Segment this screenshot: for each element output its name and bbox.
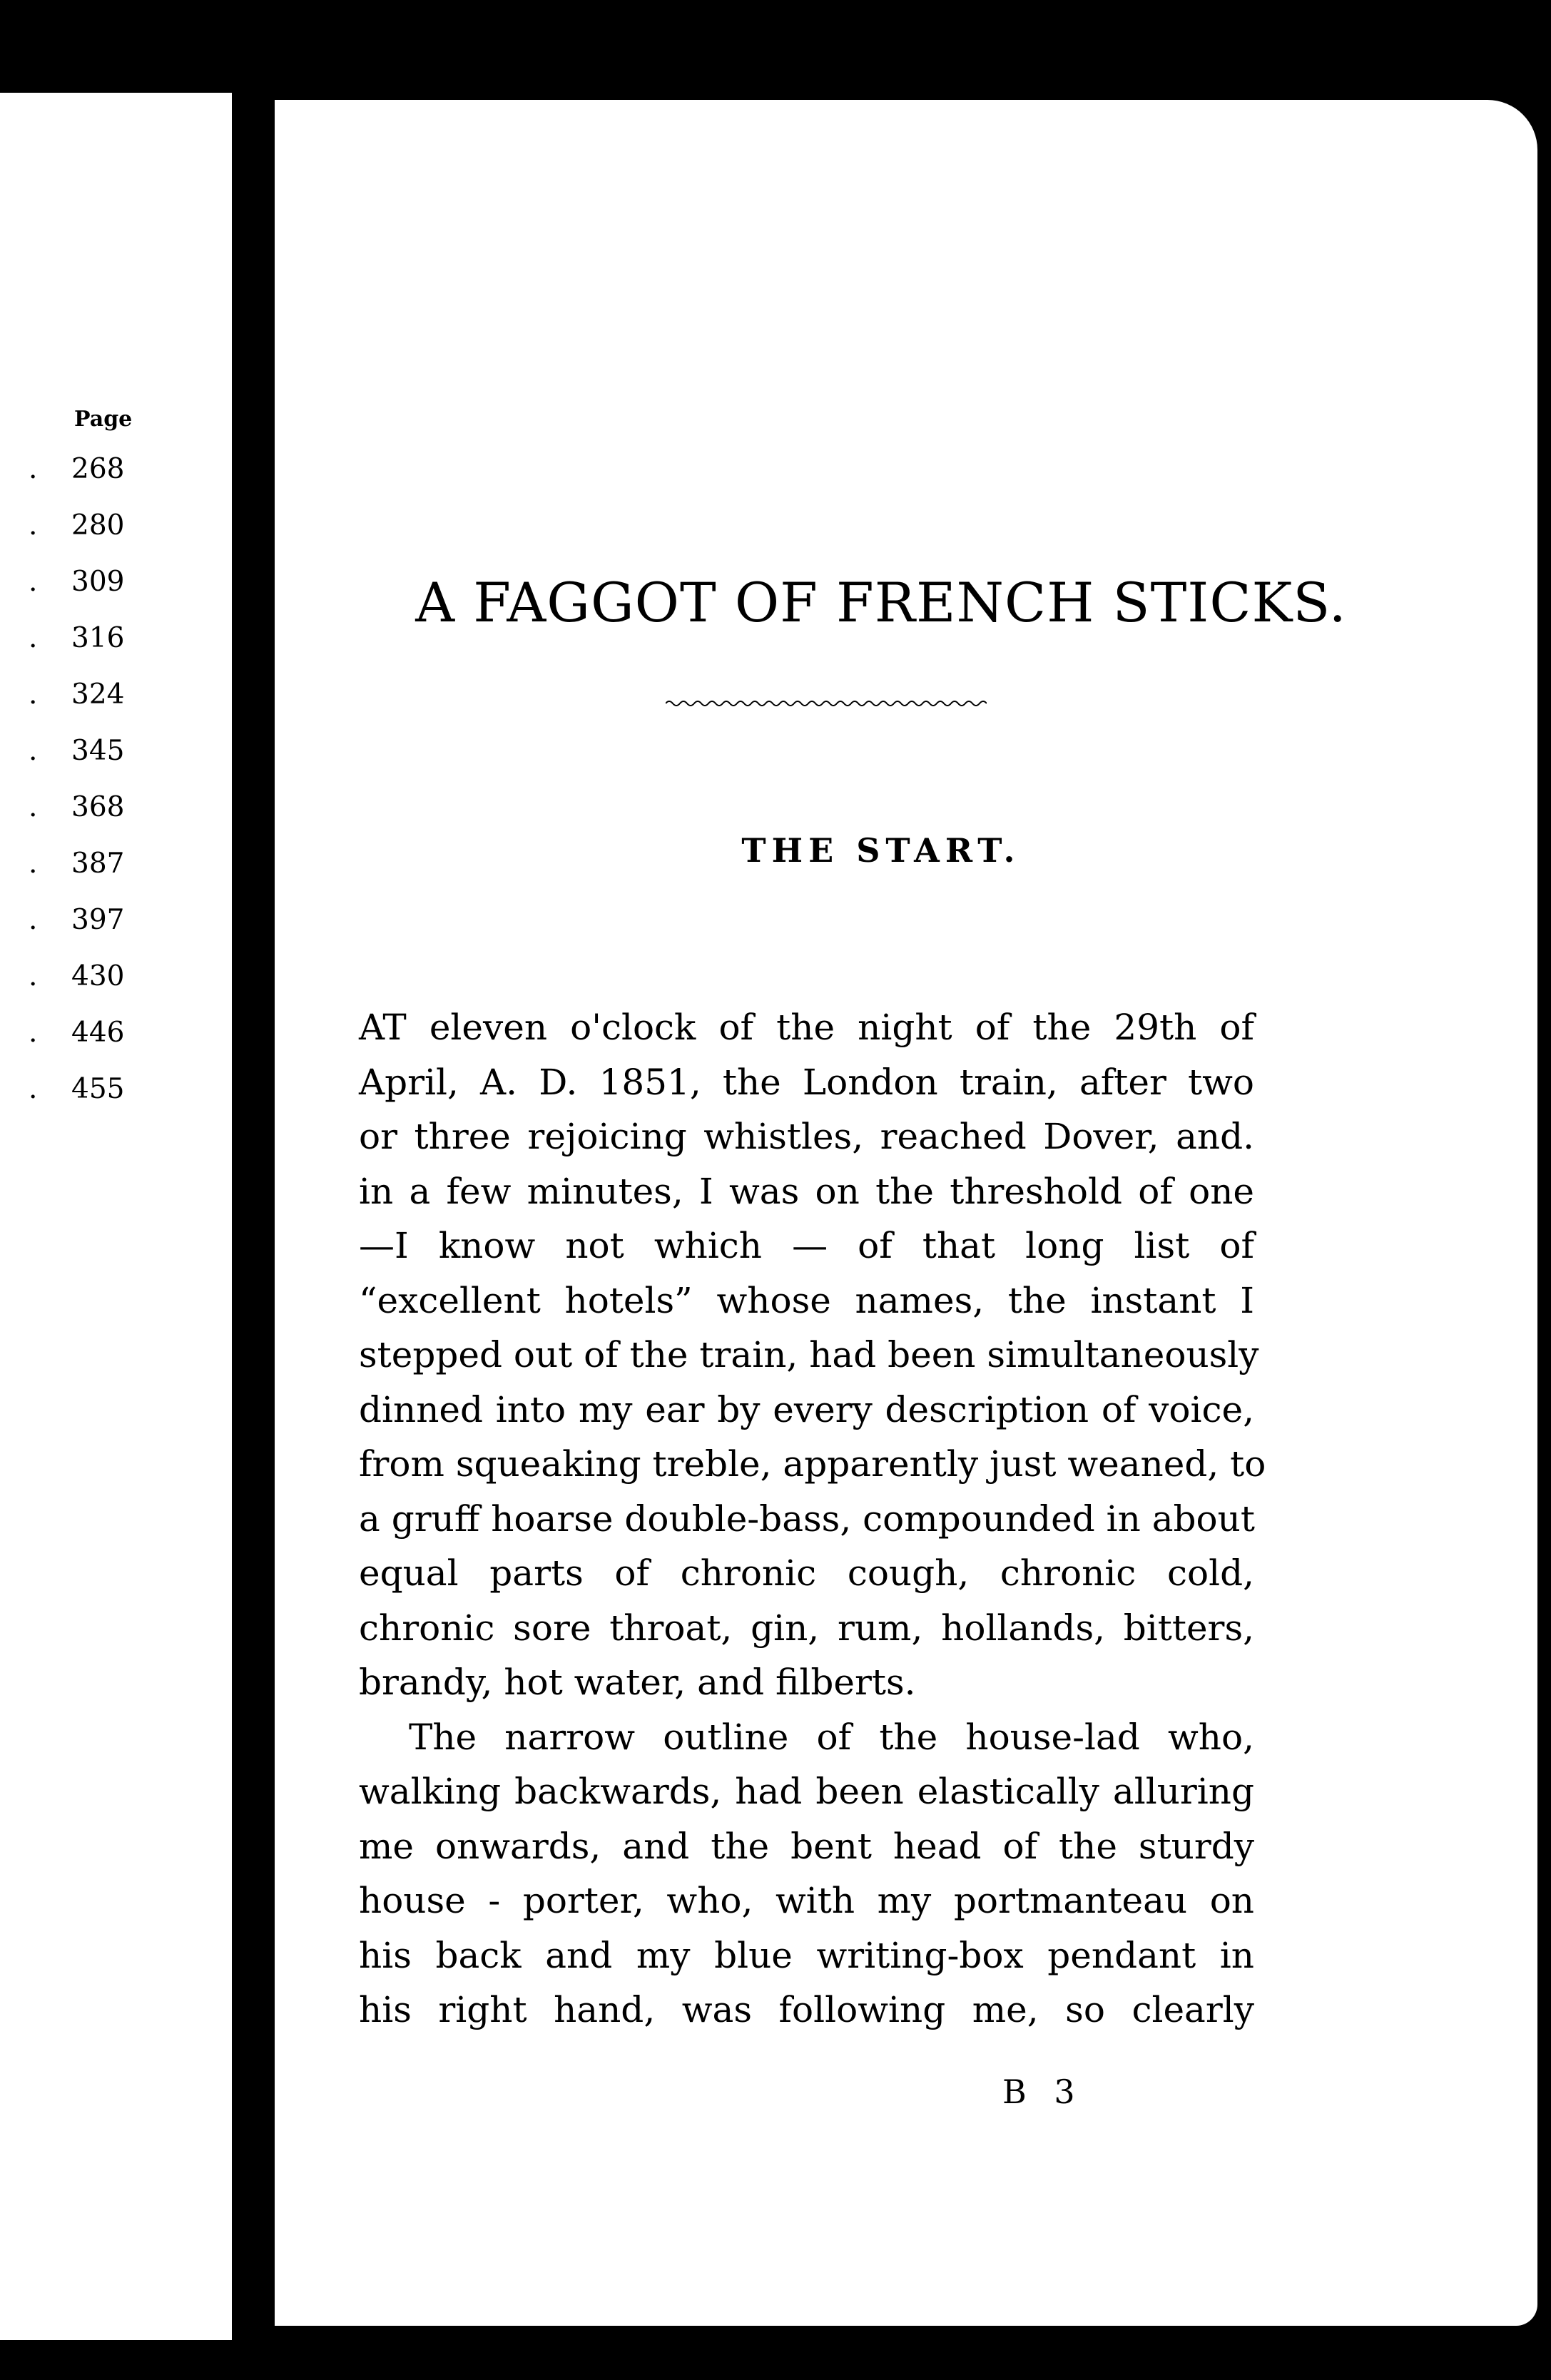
page-number-item: . 387	[29, 848, 125, 880]
text-line: equal parts of chronic cough, chronic cold,	[359, 1552, 1254, 1594]
text-line: his back and my blue writing-box pendant in	[359, 1934, 1254, 1976]
page-number-item: . 368	[29, 791, 125, 823]
decorative-rule	[666, 699, 987, 708]
page-number-item: . 455	[29, 1073, 125, 1105]
text-line: chronic sore throat, gin, rum, hollands, bitters,	[359, 1607, 1254, 1649]
page-number-item: . 316	[29, 622, 125, 654]
book-page	[275, 100, 1537, 2326]
text-line: or three rejoicing whistles, reached Dover, and.	[359, 1116, 1254, 1157]
text-line: “excellent hotels” whose names, the instant I	[359, 1279, 1254, 1321]
paragraph	[359, 1000, 1266, 1710]
page-number-item: . 268	[29, 453, 125, 485]
page-number-item: . 280	[29, 509, 125, 541]
text-line: from squeaking treble, apparently just weaned, to	[359, 1443, 1266, 1485]
page-number-item: . 397	[29, 904, 125, 936]
text-line: —I know not which — of that long list of	[359, 1225, 1254, 1266]
paragraph	[359, 1710, 1254, 2038]
page-number-list	[29, 453, 124, 1129]
text-line: house - porter, who, with my portmanteau on	[359, 1880, 1254, 1921]
previous-page-fragment	[0, 93, 232, 2340]
page-number-item: . 430	[29, 960, 125, 992]
page-number-item: . 345	[29, 735, 125, 767]
text-line: The narrow outline of the house-lad who,	[409, 1716, 1254, 1758]
text-line: in a few minutes, I was on the threshold of one	[359, 1170, 1254, 1212]
page-column-heading: Page	[74, 407, 133, 432]
body-text	[359, 1000, 1266, 2038]
text-line: stepped out of the train, had been simultaneously	[359, 1334, 1259, 1375]
text-line: a gruff hoarse double-bass, compounded in about	[359, 1497, 1255, 1540]
signature-mark: B 3	[1002, 2073, 1084, 2111]
text-line: AT eleven o'clock of the night of the 29th of	[359, 1007, 1254, 1048]
text-line: brandy, hot water, and filberts.	[359, 1662, 916, 1703]
text-line: April, A. D. 1851, the London train, after two	[359, 1061, 1254, 1103]
chapter-title: A FAGGOT OF FRENCH STICKS.	[415, 571, 1347, 634]
text-line: me onwards, and the bent head of the sturdy	[359, 1825, 1254, 1867]
text-line: dinned into my ear by every description of voice,	[359, 1388, 1254, 1430]
page-number-item: . 309	[29, 566, 125, 598]
section-title: THE START.	[741, 831, 1021, 870]
page-number-item: . 446	[29, 1017, 125, 1049]
page-number-item: . 324	[29, 678, 125, 711]
book-gutter	[232, 93, 275, 2347]
text-line: his right hand, was following me, so clearly	[359, 1989, 1254, 2030]
text-line: walking backwards, had been elastically alluring	[359, 1771, 1254, 1812]
